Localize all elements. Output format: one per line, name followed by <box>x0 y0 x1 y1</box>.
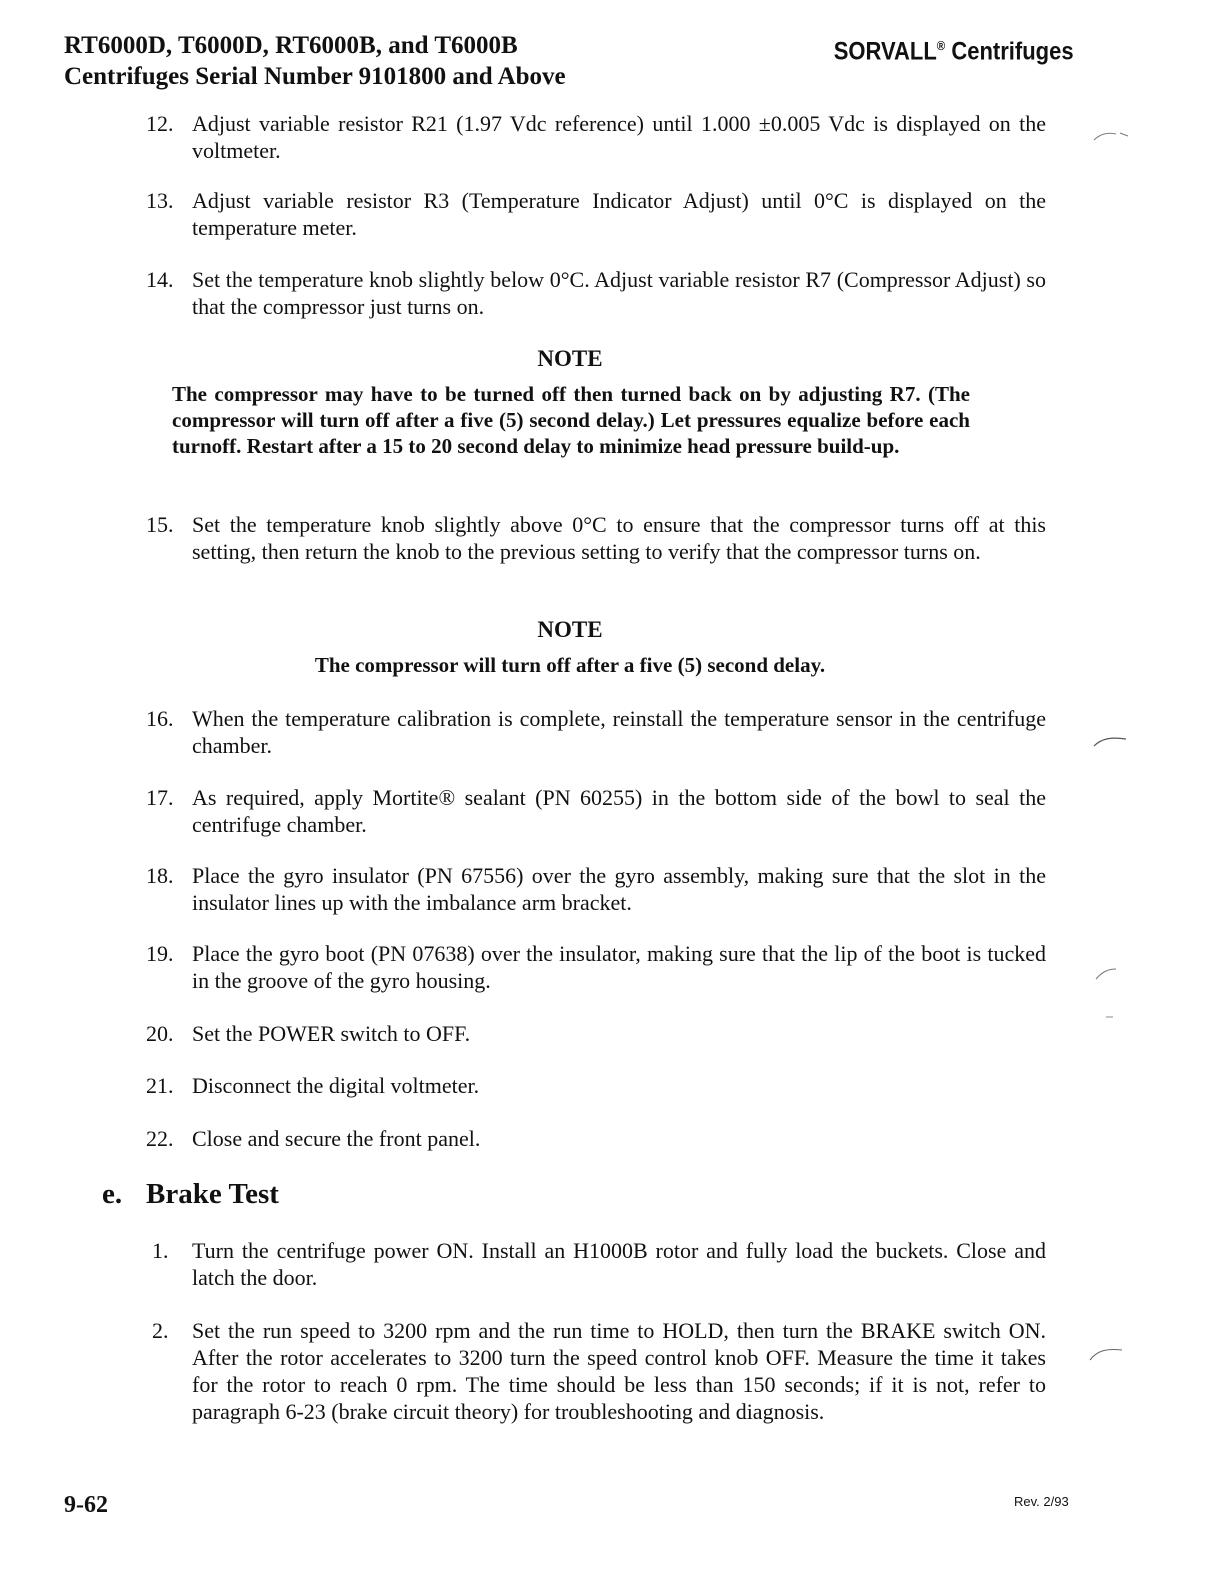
document-header-title <box>64 30 566 92</box>
step-item <box>146 187 1046 241</box>
scan-mark <box>1094 966 1124 982</box>
step-item <box>146 1072 1046 1099</box>
step-item <box>146 1237 1046 1291</box>
step-number: 19. <box>146 941 174 966</box>
step-item <box>146 1125 1046 1152</box>
revision-date: Rev. 2/93 <box>1014 1494 1069 1509</box>
step-text: Disconnect the digital voltmeter. <box>192 1073 480 1098</box>
step-item <box>146 784 1046 838</box>
page-number: 9-62 <box>64 1492 108 1518</box>
step-number: 14. <box>146 267 174 292</box>
header-brand <box>834 30 1074 67</box>
step-number: 22. <box>146 1126 174 1151</box>
note-body: The compressor will turn off after a five (5) second delay. <box>314 653 826 677</box>
step-number: 21. <box>146 1073 174 1098</box>
scan-mark <box>1104 1014 1116 1020</box>
step-text: Turn the centrifuge power ON. Install an H1000B rotor and fully load the buckets. Close and latch the door. <box>192 1238 1046 1290</box>
scan-mark <box>1092 734 1132 750</box>
note-body: The compressor may have to be turned off then turned back on by adjusting R7. (The compressor will turn off after a five (5) second delay.) Let pressures equalize before each turnoff. Restart after a 15 to 20 second delay to minimize head pressure build-up. <box>172 382 970 458</box>
step-item <box>146 705 1046 759</box>
step-number: 20. <box>146 1021 174 1046</box>
step-item <box>146 940 1046 994</box>
section-heading <box>102 1176 279 1212</box>
note-title: NOTE <box>537 346 603 371</box>
step-text: As required, apply Mortite® sealant (PN 60255) in the bottom side of the bowl to seal the centrifuge chamber. <box>192 785 1046 837</box>
step-text: Place the gyro insulator (PN 67556) over the gyro assembly, making sure that the slot in the insulator lines up with the imbalance arm bracket. <box>192 863 1046 915</box>
header-serial-line: Centrifuges Serial Number 9101800 and Above <box>64 63 566 90</box>
step-text: Adjust variable resistor R21 (1.97 Vdc reference) until 1.000 ±0.005 Vdc is displayed on the voltmeter. <box>192 111 1046 163</box>
step-item <box>146 1020 1046 1047</box>
step-text: Adjust variable resistor R3 (Temperature Indicator Adjust) until 0°C is displayed on the temperature meter. <box>192 188 1046 240</box>
section-letter: e. <box>102 1178 123 1210</box>
header-model-line: RT6000D, T6000D, RT6000B, and T6000B <box>64 32 518 59</box>
step-text: Close and secure the front panel. <box>192 1126 481 1151</box>
section-title: Brake Test <box>146 1178 279 1210</box>
step-number: 2. <box>152 1318 169 1343</box>
note-title: NOTE <box>537 617 603 642</box>
step-item <box>146 1317 1046 1425</box>
step-item <box>146 511 1046 565</box>
step-item <box>146 110 1046 164</box>
step-item <box>146 266 1046 320</box>
step-number: 17. <box>146 785 174 810</box>
step-number: 15. <box>146 512 174 537</box>
step-number: 18. <box>146 863 174 888</box>
brand-name: SORVALL <box>834 37 938 66</box>
step-number: 12. <box>146 111 174 136</box>
step-item <box>146 862 1046 916</box>
step-text: Set the POWER switch to OFF. <box>192 1021 471 1046</box>
step-text: Set the run speed to 3200 rpm and the run time to HOLD, then turn the BRAKE switch ON. After the rotor accelerates to 3200 turn the speed control knob OFF. Measure the time it takes for the rotor to reach 0 rpm. The time should be less than 150 seconds; if it is not, refer to paragraph 6-23 (brake circuit theory) for troubleshooting and diagnosis. <box>192 1318 1046 1424</box>
step-number: 13. <box>146 188 174 213</box>
scan-mark <box>1088 1344 1128 1364</box>
registered-mark: ® <box>937 38 946 53</box>
step-number: 16. <box>146 706 174 731</box>
step-text: Set the temperature knob slightly below 0°C. Adjust variable resistor R7 (Compressor Adjust) so that the compressor just turns on. <box>192 267 1046 319</box>
step-number: 1. <box>152 1238 169 1263</box>
scan-mark <box>1092 128 1132 144</box>
step-text: Set the temperature knob slightly above 0°C to ensure that the compressor turns off at this setting, then return the knob to the previous setting to verify that the compressor turns on. <box>192 512 1046 564</box>
brand-suffix: Centrifuges <box>945 37 1074 66</box>
step-text: Place the gyro boot (PN 07638) over the insulator, making sure that the lip of the boot is tucked in the groove of the gyro housing. <box>192 941 1046 993</box>
step-text: When the temperature calibration is complete, reinstall the temperature sensor in the centrifuge chamber. <box>192 706 1046 758</box>
